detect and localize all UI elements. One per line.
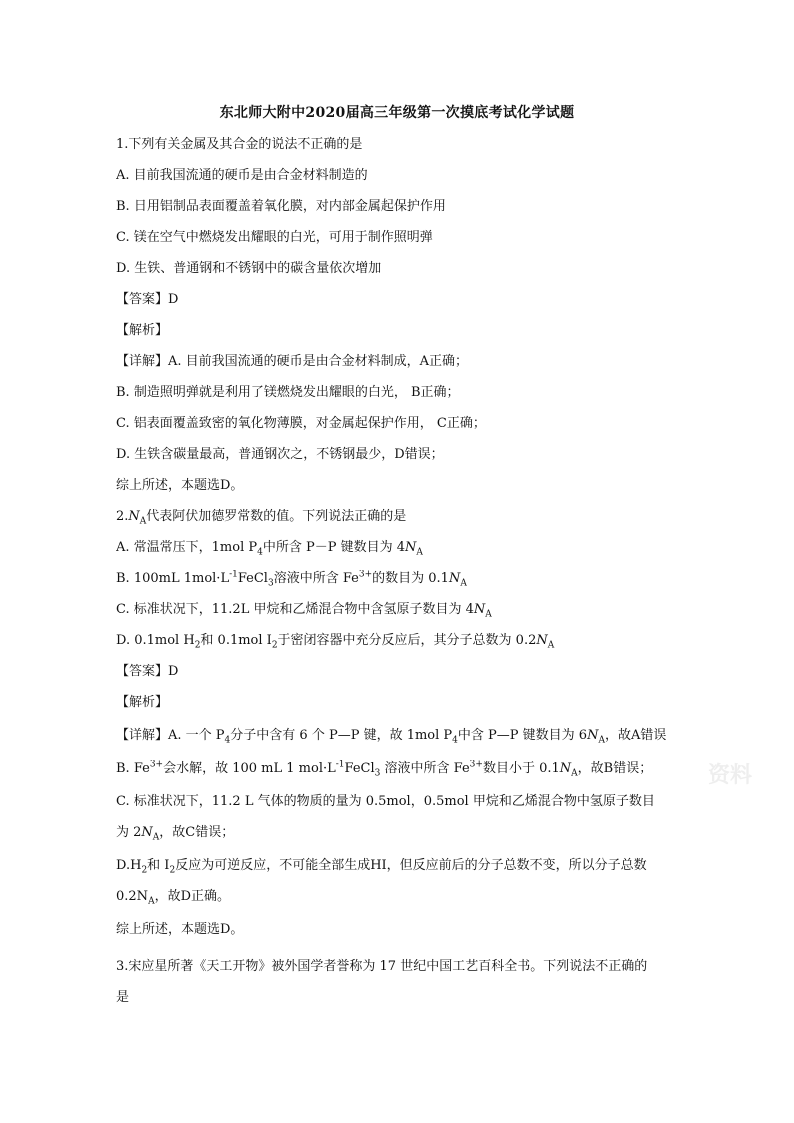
- page-title: 东北师大附中2020届高三年级第一次摸底考试化学试题: [219, 105, 575, 121]
- watermark: 资料: [708, 762, 753, 788]
- q1-answer: 【答案】D: [116, 292, 179, 307]
- q2-option-c: C. 标准状况下，11.2L 甲烷和乙烯混合物中含氢原子数目为 $4N_A$: [116, 602, 492, 619]
- q2-option-b: B. 100mL $1mol\cdot L^{-1}FeCl_3$溶液中所含 $Fe^{3+}$的数目为 $0.1N_A$: [116, 570, 467, 588]
- q1-explanation-d: D. 生铁含碳量最高，普通钢次之，不锈钢最少，D错误；: [116, 447, 444, 462]
- q1-stem: 1.下列有关金属及其合金的说法不正确的是: [116, 137, 363, 152]
- q2-option-d: D. 0.1mol $H_2$和 0.1mol $I_2$于密闭容器中充分反应后，其分子总数为 $0.2N_A$: [116, 633, 555, 650]
- q1-analysis-heading: 【解析】: [116, 323, 169, 338]
- q2-explanation-c-cont: 为 $2N_A$，故C错误；: [116, 825, 235, 842]
- q1-option-c: C. 镁在空气中燃烧发出耀眼的白光，可用于制作照明弹: [116, 230, 433, 245]
- q2-explanation-a: 【详解】A. 一个 $P_4$分子中含有 6 个 P—P 键，故 1mol $P_4$中含 P—P 键数目为 $6N_A$，故A错误: [116, 728, 667, 745]
- q1-explanation-a: 【详解】A. 目前我国流通的硬币是由合金材料制成，A正确；: [116, 354, 469, 369]
- q2-summary: 综上所述，本题选D。: [116, 922, 244, 937]
- q1-option-a: A. 目前我国流通的硬币是由合金材料制造的: [116, 168, 368, 183]
- q2-answer: 【答案】D: [116, 664, 179, 679]
- q2-explanation-d-cont: $0.2N_A$，故D正确。: [116, 889, 230, 906]
- q3-stem: 3.宋应星所著《天工开物》被外国学者誉称为 17 世纪中国工艺百科全书。下列说法不正确的: [116, 959, 648, 974]
- q2-stem: $2.N_A$代表阿伏加德罗常数的值。下列说法正确的是: [116, 509, 407, 526]
- q1-option-b: B. 日用铝制品表面覆盖着氧化膜，对内部金属起保护作用: [116, 199, 446, 214]
- q2-analysis-heading: 【解析】: [116, 695, 169, 710]
- q3-stem-cont: 是: [116, 990, 130, 1005]
- q1-explanation-b: B. 制造照明弹就是利用了镁燃烧发出耀眼的白光， B正确；: [116, 385, 460, 400]
- q2-explanation-d: $D.H_2$和 $I_2$反应为可逆反应，不可能全部生成HI，但反应前后的分子总数不变，所以分子总数: [116, 858, 647, 875]
- q1-option-d: D. 生铁、普通钢和不锈钢中的碳含量依次增加: [116, 261, 382, 276]
- q1-summary: 综上所述，本题选D。: [116, 478, 244, 493]
- q1-explanation-c: C. 铝表面覆盖致密的氧化物薄膜，对金属起保护作用， C正确；: [116, 416, 486, 431]
- q2-explanation-b: B. $Fe^{3+}$会水解，故 100 mL 1 $mol\cdot L^{-1}FeCl_3$ 溶液中所含 $Fe^{3+}$数目小于 $0.1N_A$，故B错误；: [116, 760, 653, 778]
- q2-explanation-c: C. 标准状况下，11.2 L 气体的物质的量为 0.5mol，0.5mol 甲烷和乙烯混合物中氢原子数目: [116, 794, 655, 809]
- q2-option-a: A. 常温常压下，1mol $P_4$中所含 P－P 键数目为 $4N_A$: [116, 540, 423, 557]
